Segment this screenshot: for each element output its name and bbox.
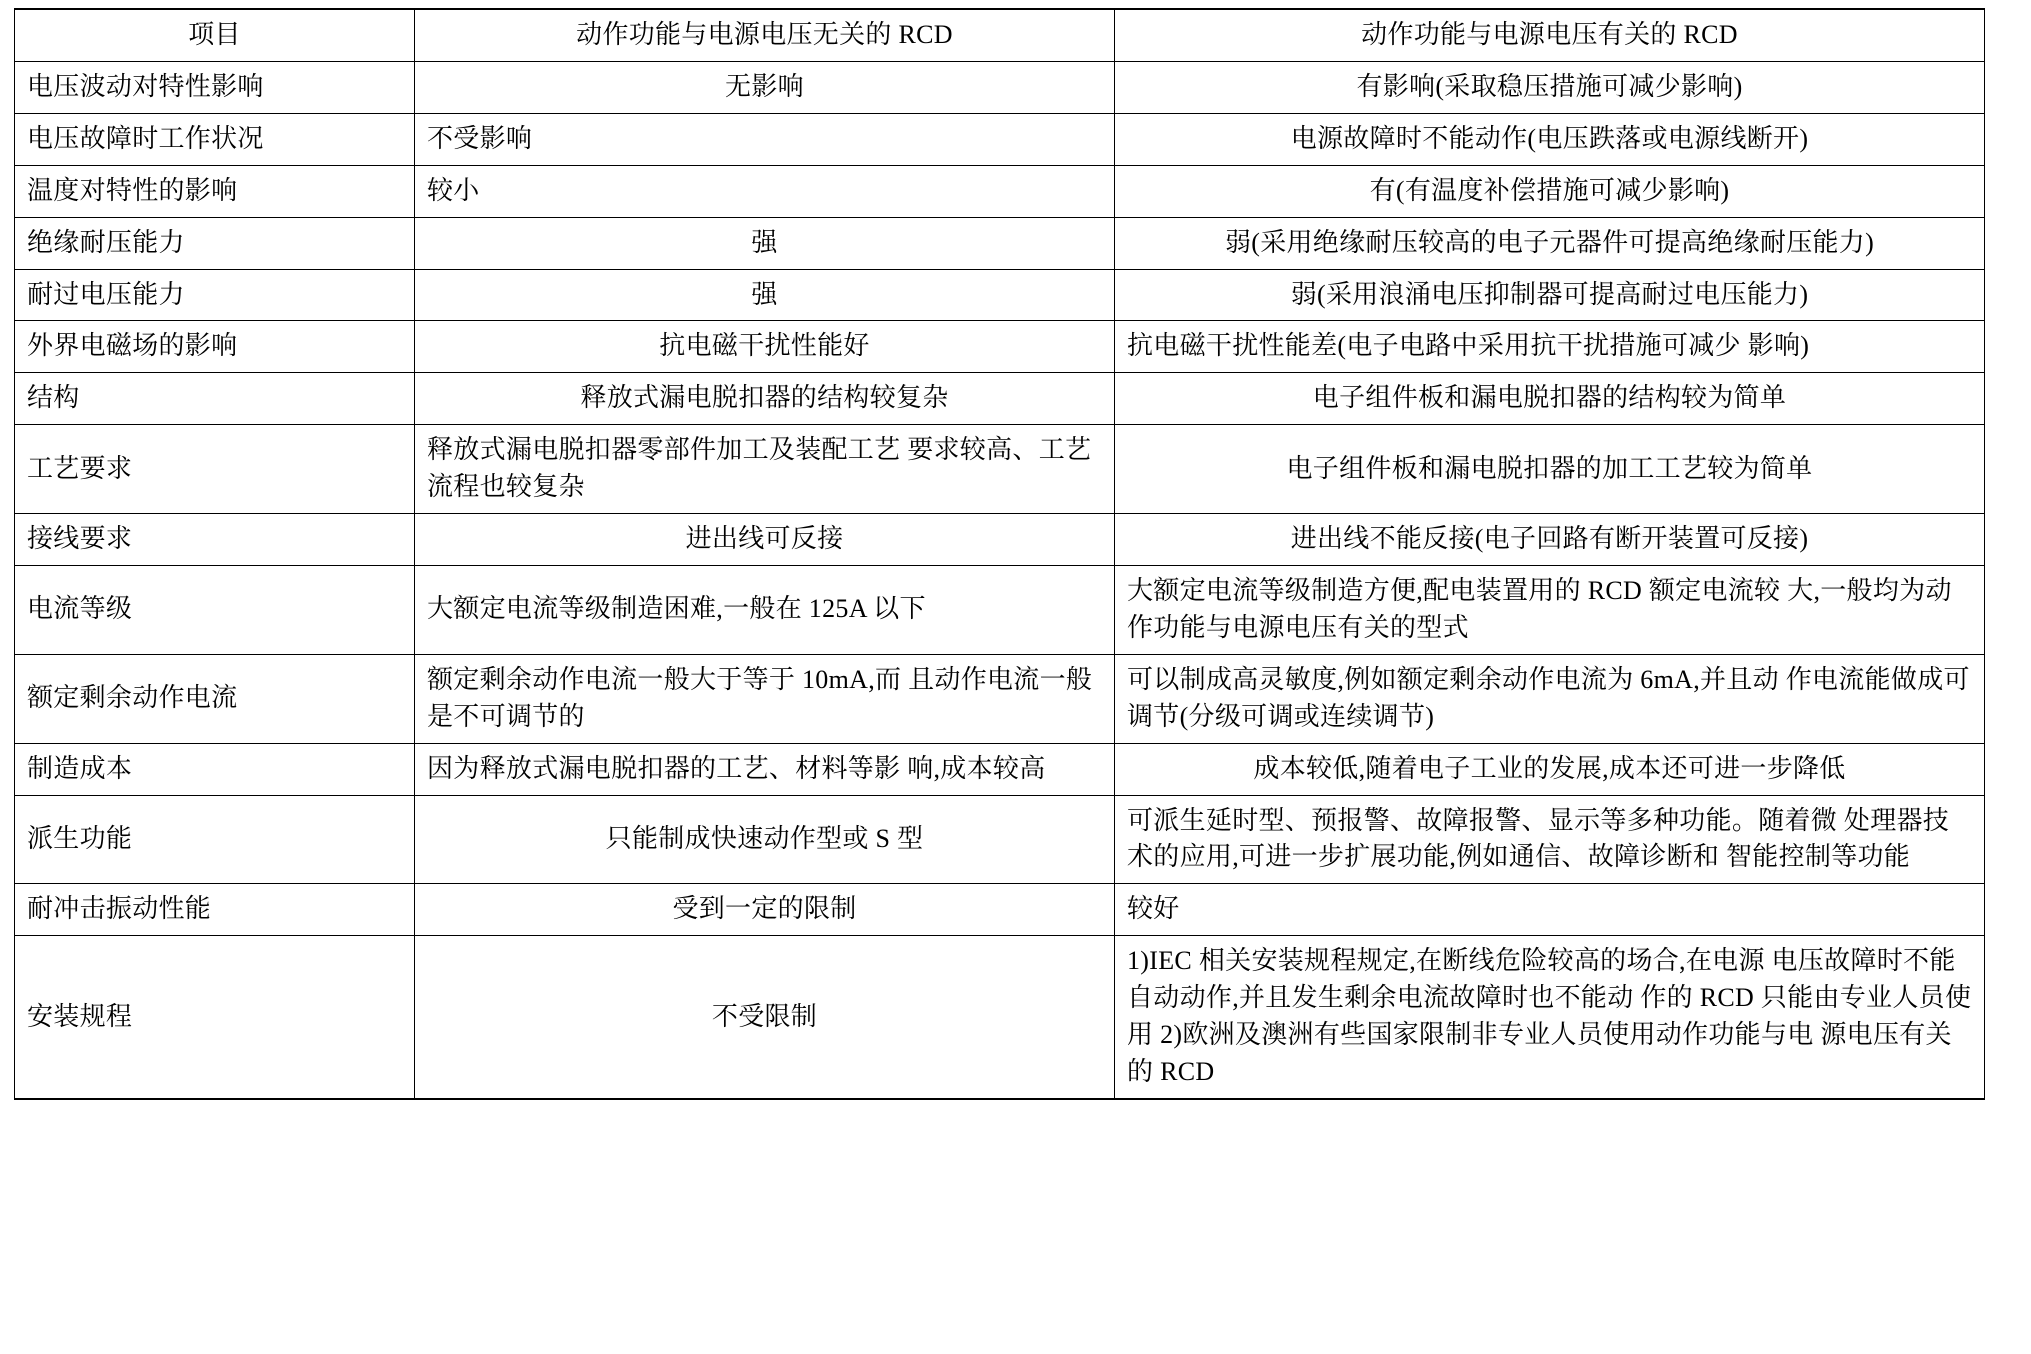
row-value-voltage-independent: 不受限制 bbox=[415, 936, 1115, 1099]
table-row bbox=[15, 165, 1985, 217]
table-row bbox=[15, 514, 1985, 566]
column-header-item: 项目 bbox=[15, 9, 415, 61]
row-value-voltage-dependent: 电子组件板和漏电脱扣器的结构较为简单 bbox=[1115, 373, 1985, 425]
row-value-voltage-dependent: 电源故障时不能动作(电压跌落或电源线断开) bbox=[1115, 113, 1985, 165]
table-row bbox=[15, 425, 1985, 514]
row-value-voltage-independent: 无影响 bbox=[415, 61, 1115, 113]
row-item-label: 额定剩余动作电流 bbox=[15, 654, 415, 743]
row-value-voltage-dependent: 较好 bbox=[1115, 884, 1985, 936]
row-value-voltage-independent: 强 bbox=[415, 217, 1115, 269]
row-item-label: 绝缘耐压能力 bbox=[15, 217, 415, 269]
document-page bbox=[0, 8, 2031, 1354]
row-value-voltage-dependent: 可派生延时型、预报警、故障报警、显示等多种功能。随着微 处理器技术的应用,可进一步扩展功能,例如通信、故障诊断和 智能控制等功能 bbox=[1115, 795, 1985, 884]
column-header-voltage-independent: 动作功能与电源电压无关的 RCD bbox=[415, 9, 1115, 61]
row-value-voltage-dependent: 弱(采用绝缘耐压较高的电子元器件可提高绝缘耐压能力) bbox=[1115, 217, 1985, 269]
table-row bbox=[15, 113, 1985, 165]
row-item-label: 外界电磁场的影响 bbox=[15, 321, 415, 373]
row-value-voltage-independent: 释放式漏电脱扣器零部件加工及装配工艺 要求较高、工艺流程也较复杂 bbox=[415, 425, 1115, 514]
comparison-table bbox=[14, 8, 1985, 1100]
table-row bbox=[15, 217, 1985, 269]
table-row bbox=[15, 373, 1985, 425]
row-item-label: 温度对特性的影响 bbox=[15, 165, 415, 217]
row-value-voltage-dependent: 进出线不能反接(电子回路有断开装置可反接) bbox=[1115, 514, 1985, 566]
row-value-voltage-independent: 抗电磁干扰性能好 bbox=[415, 321, 1115, 373]
row-value-voltage-independent: 强 bbox=[415, 269, 1115, 321]
table-row bbox=[15, 743, 1985, 795]
table-row bbox=[15, 565, 1985, 654]
row-value-voltage-dependent: 成本较低,随着电子工业的发展,成本还可进一步降低 bbox=[1115, 743, 1985, 795]
table-row bbox=[15, 936, 1985, 1099]
row-item-label: 电压波动对特性影响 bbox=[15, 61, 415, 113]
table-body bbox=[15, 61, 1985, 1098]
row-value-voltage-dependent: 可以制成高灵敏度,例如额定剩余动作电流为 6mA,并且动 作电流能做成可调节(分级可调或连续调节) bbox=[1115, 654, 1985, 743]
row-item-label: 工艺要求 bbox=[15, 425, 415, 514]
row-item-label: 电压故障时工作状况 bbox=[15, 113, 415, 165]
row-value-voltage-dependent: 抗电磁干扰性能差(电子电路中采用抗干扰措施可减少 影响) bbox=[1115, 321, 1985, 373]
row-value-voltage-dependent: 电子组件板和漏电脱扣器的加工工艺较为简单 bbox=[1115, 425, 1985, 514]
row-item-label: 派生功能 bbox=[15, 795, 415, 884]
row-value-voltage-independent: 受到一定的限制 bbox=[415, 884, 1115, 936]
row-value-voltage-independent: 只能制成快速动作型或 S 型 bbox=[415, 795, 1115, 884]
row-value-voltage-independent: 额定剩余动作电流一般大于等于 10mA,而 且动作电流一般是不可调节的 bbox=[415, 654, 1115, 743]
row-item-label: 结构 bbox=[15, 373, 415, 425]
row-value-voltage-dependent: 大额定电流等级制造方便,配电装置用的 RCD 额定电流较 大,一般均为动作功能与电源电压有关的型式 bbox=[1115, 565, 1985, 654]
row-item-label: 安装规程 bbox=[15, 936, 415, 1099]
row-value-voltage-dependent: 1)IEC 相关安装规程规定,在断线危险较高的场合,在电源 电压故障时不能自动动作,并且发生剩余电流故障时也不能动 作的 RCD 只能由专业人员使用 2)欧洲及澳洲有些国家限制非专业人员使用动作功能与电 源电压有关的 RCD bbox=[1115, 936, 1985, 1099]
row-value-voltage-independent: 释放式漏电脱扣器的结构较复杂 bbox=[415, 373, 1115, 425]
table-row bbox=[15, 795, 1985, 884]
table-header-row bbox=[15, 9, 1985, 61]
row-value-voltage-dependent: 弱(采用浪涌电压抑制器可提高耐过电压能力) bbox=[1115, 269, 1985, 321]
row-value-voltage-dependent: 有(有温度补偿措施可减少影响) bbox=[1115, 165, 1985, 217]
table-row bbox=[15, 321, 1985, 373]
row-item-label: 电流等级 bbox=[15, 565, 415, 654]
table-row bbox=[15, 269, 1985, 321]
table-row bbox=[15, 61, 1985, 113]
table-row bbox=[15, 654, 1985, 743]
table-row bbox=[15, 884, 1985, 936]
table-header bbox=[15, 9, 1985, 61]
row-item-label: 制造成本 bbox=[15, 743, 415, 795]
row-value-voltage-independent: 不受影响 bbox=[415, 113, 1115, 165]
row-value-voltage-dependent: 有影响(采取稳压措施可减少影响) bbox=[1115, 61, 1985, 113]
row-value-voltage-independent: 大额定电流等级制造困难,一般在 125A 以下 bbox=[415, 565, 1115, 654]
row-value-voltage-independent: 较小 bbox=[415, 165, 1115, 217]
row-item-label: 接线要求 bbox=[15, 514, 415, 566]
row-value-voltage-independent: 进出线可反接 bbox=[415, 514, 1115, 566]
column-header-voltage-dependent: 动作功能与电源电压有关的 RCD bbox=[1115, 9, 1985, 61]
row-item-label: 耐过电压能力 bbox=[15, 269, 415, 321]
row-value-voltage-independent: 因为释放式漏电脱扣器的工艺、材料等影 响,成本较高 bbox=[415, 743, 1115, 795]
row-item-label: 耐冲击振动性能 bbox=[15, 884, 415, 936]
